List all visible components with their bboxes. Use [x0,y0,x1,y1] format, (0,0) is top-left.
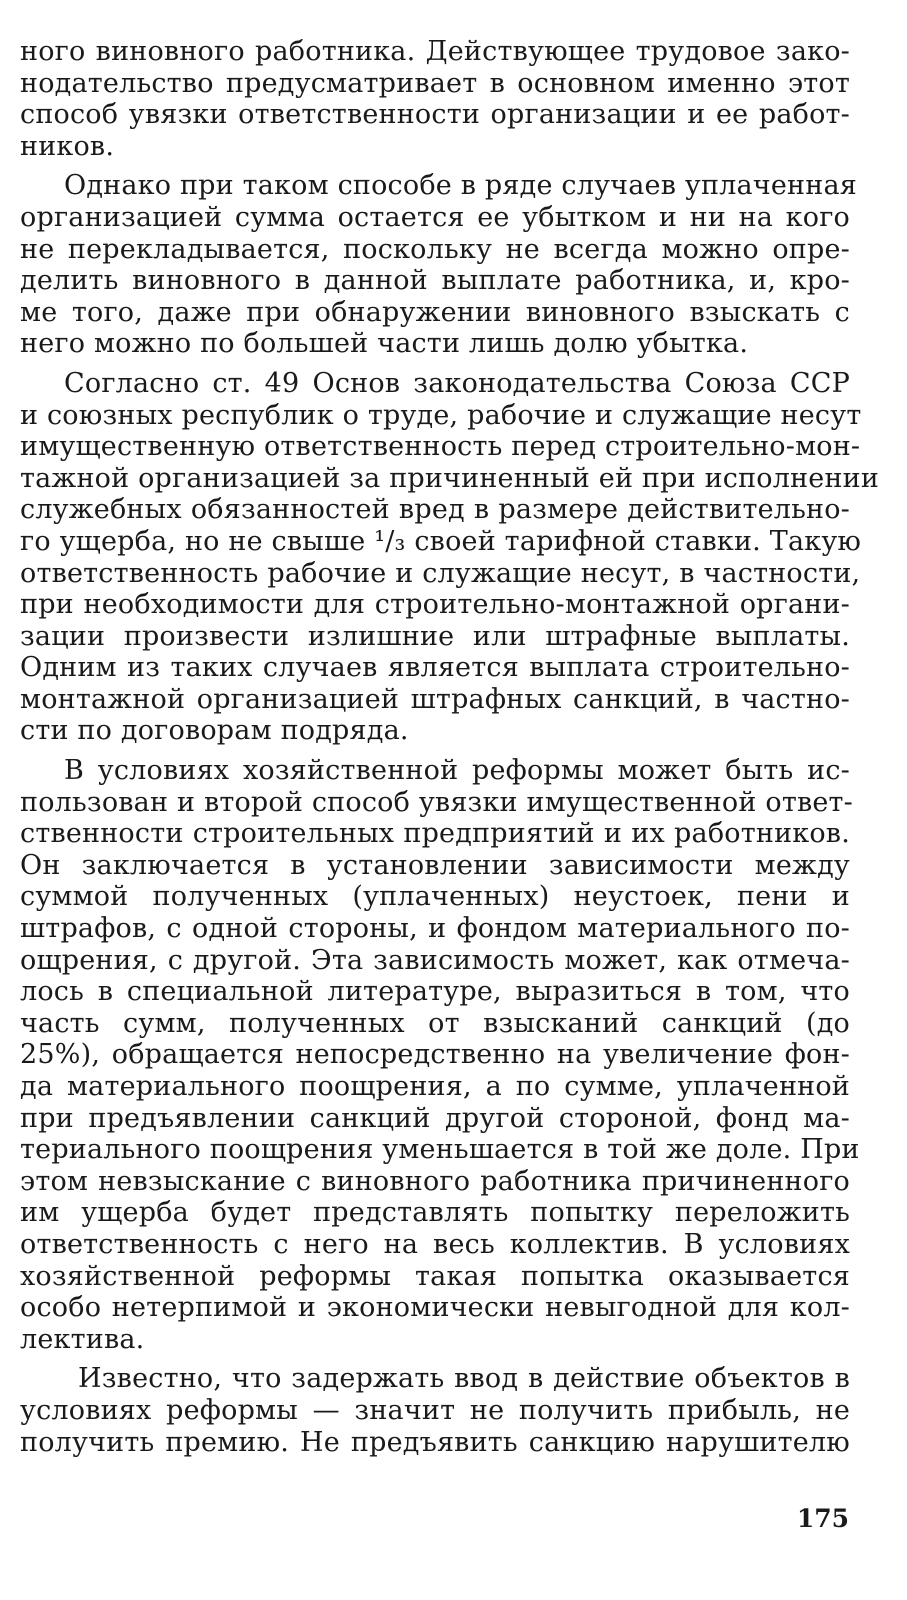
text-line: при необходимости для строительно-монтажной органи- [20,589,850,621]
text-line: да материального поощрения, а по сумме, уплаченной [20,1071,850,1102]
text-line: часть сумм, полученных от взысканий санкций (до [20,1007,850,1039]
text-line: ного виновного работника. Действующее трудовое зако- [20,36,850,67]
text-line: Однако при таком способе в ряде случаев уплаченная [64,170,857,202]
text-line: Согласно ст. 49 Основ законодательства Союза ССР [64,367,850,399]
text-line: условиях реформы — значит не получить прибыль, не [20,1394,850,1426]
text-line: териального поощрения уменьшается в той же доле. При [20,1134,860,1166]
text-line: способ увязки ответственности организации и ее работ- [20,99,850,131]
text-line: организацией сумма остается ее убытком и ни на кого [20,201,850,233]
paragraph-3 [20,367,880,747]
text-line: ников. [20,130,115,162]
text-line: Он заключается в установлении зависимости между [20,849,850,881]
text-line: не перекладывается, поскольку не всегда можно опре- [20,233,850,265]
text-line: тажной организацией за причиненный ей при исполнении [20,462,880,494]
text-line: ответственность рабочие и служащие несут, в частности, [20,557,861,589]
page-number: 175 [796,1504,849,1533]
paragraph-4 [20,755,860,1355]
paragraph-5 [20,1363,850,1458]
text-line: делить виновного в данной выплате работника, и, кро- [20,265,850,297]
text-line: сти по договорам подряда. [20,715,409,747]
text-line: особо нетерпимой и экономически невыгодной для кол- [20,1292,850,1324]
text-line: лось в специальной литературе, выразиться в том, что [20,976,850,1008]
text-column [20,36,880,1458]
text-line: ощрения, с другой. Эта зависимость может, как отмеча- [20,944,850,976]
text-line: ме того, даже при обнаружении виновного взыскать с [20,296,850,328]
text-line: хозяйственной реформы такая попытка оказывается [20,1260,850,1292]
text-line: го ущерба, но не свыше ¹/₃ своей тарифной ставки. Такую [20,525,862,557]
text-line: нодательство предусматривает в основном именно этот [20,67,850,99]
text-line: этом невзыскание с виновного работника причиненного [20,1165,850,1197]
text-line: Одним из таких случаев является выплата строительно- [20,652,850,684]
text-line: 25%), обращается непосредственно на увеличение фон- [20,1039,850,1071]
text-line: ственности строительных предприятий и их работников. [20,818,850,850]
text-line: и союзных республик о труде, рабочие и служащие несут [20,399,862,431]
text-line: им ущерба будет представлять попытку переложить [20,1197,850,1229]
text-line: ответственность с него на весь коллектив. В условиях [20,1228,850,1260]
text-line: лектива. [20,1323,145,1355]
text-line: суммой полученных (уплаченных) неустоек, пени и [20,881,850,913]
text-line: имущественную ответственность перед строительно-мон- [20,431,861,463]
text-line: В условиях хозяйственной реформы может быть ис- [64,755,850,787]
text-line: получить премию. Не предъявить санкцию нарушителю [20,1426,850,1458]
text-line: штрафов, с одной стороны, и фондом материального по- [20,913,850,945]
paragraph-1 [20,36,850,162]
text-line: Известно, что задержать ввод в действие объектов в [78,1363,850,1395]
text-line: монтажной организацией штрафных санкций, в частно- [20,683,850,715]
text-line: служебных обязанностей вред в размере действительно- [20,494,850,526]
text-line: при предъявлении санкций другой стороной, фонд ма- [20,1102,850,1134]
text-line: него можно по большей части лишь долю убытка. [20,328,749,360]
text-line: зации произвести излишние или штрафные выплаты. [20,620,850,652]
text-line: пользован и второй способ увязки имущественной ответ- [20,786,853,818]
paragraph-2 [20,170,857,360]
